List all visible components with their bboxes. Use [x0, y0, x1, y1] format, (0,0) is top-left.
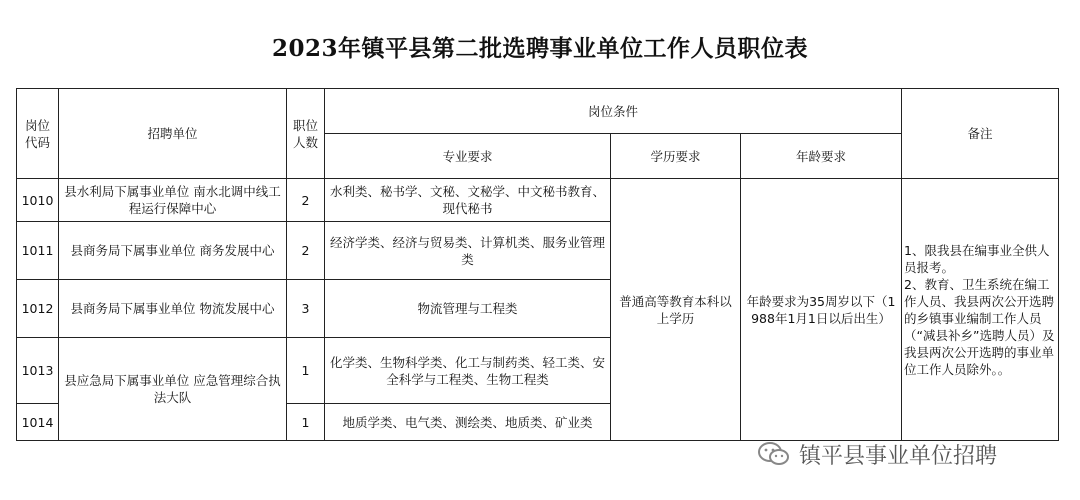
header-education: 学历要求	[611, 134, 741, 179]
row-code: 1011	[17, 222, 59, 280]
row-count: 1	[287, 404, 325, 441]
row-major: 地质学类、电气类、测绘类、地质类、矿业类	[325, 404, 611, 441]
watermark-text: 镇平县事业单位招聘	[799, 443, 998, 469]
positions-table	[16, 88, 1059, 441]
wechat-icon	[757, 440, 791, 468]
table-row	[17, 179, 1059, 222]
row-major: 经济学类、经济与贸易类、计算机类、服务业管理类	[325, 222, 611, 280]
age-requirement: 年龄要求为35周岁以下（1988年1月1日以后出生）	[741, 179, 902, 441]
row-unit: 县商务局下属事业单位 物流发展中心	[59, 280, 287, 338]
watermark	[757, 436, 997, 472]
row-code: 1013	[17, 338, 59, 404]
header-code: 岗位代码	[17, 89, 59, 179]
row-code: 1012	[17, 280, 59, 338]
header-conditions: 岗位条件	[325, 89, 902, 134]
row-count: 2	[287, 179, 325, 222]
row-code: 1014	[17, 404, 59, 441]
header-count: 职位人数	[287, 89, 325, 179]
row-unit: 县应急局下属事业单位 应急管理综合执法大队	[59, 338, 287, 441]
header-row-1	[17, 89, 1059, 134]
row-unit: 县水利局下属事业单位 南水北调中线工程运行保障中心	[59, 179, 287, 222]
remarks-note: 1、限我县在编事业全供人员报考。 2、教育、卫生系统在编工作人员、我县两次公开选聘的乡镇事业编制工作人员（“减县补乡”选聘人员）及我县两次公开选聘的事业单位工作人员除外。。	[902, 179, 1059, 441]
header-remarks: 备注	[902, 89, 1059, 179]
header-age: 年龄要求	[741, 134, 902, 179]
row-count: 3	[287, 280, 325, 338]
education-requirement: 普通高等教育本科以上学历	[611, 179, 741, 441]
header-major: 专业要求	[325, 134, 611, 179]
row-unit: 县商务局下属事业单位 商务发展中心	[59, 222, 287, 280]
row-count: 2	[287, 222, 325, 280]
row-code: 1010	[17, 179, 59, 222]
header-unit: 招聘单位	[59, 89, 287, 179]
row-major: 化学类、生物科学类、化工与制药类、轻工类、安全科学与工程类、生物工程类	[325, 338, 611, 404]
row-major: 水利类、秘书学、文秘、文秘学、中文秘书教育、现代秘书	[325, 179, 611, 222]
row-major: 物流管理与工程类	[325, 280, 611, 338]
row-count: 1	[287, 338, 325, 404]
page-title: 2023年镇平县第二批选聘事业单位工作人员职位表	[271, 35, 808, 62]
